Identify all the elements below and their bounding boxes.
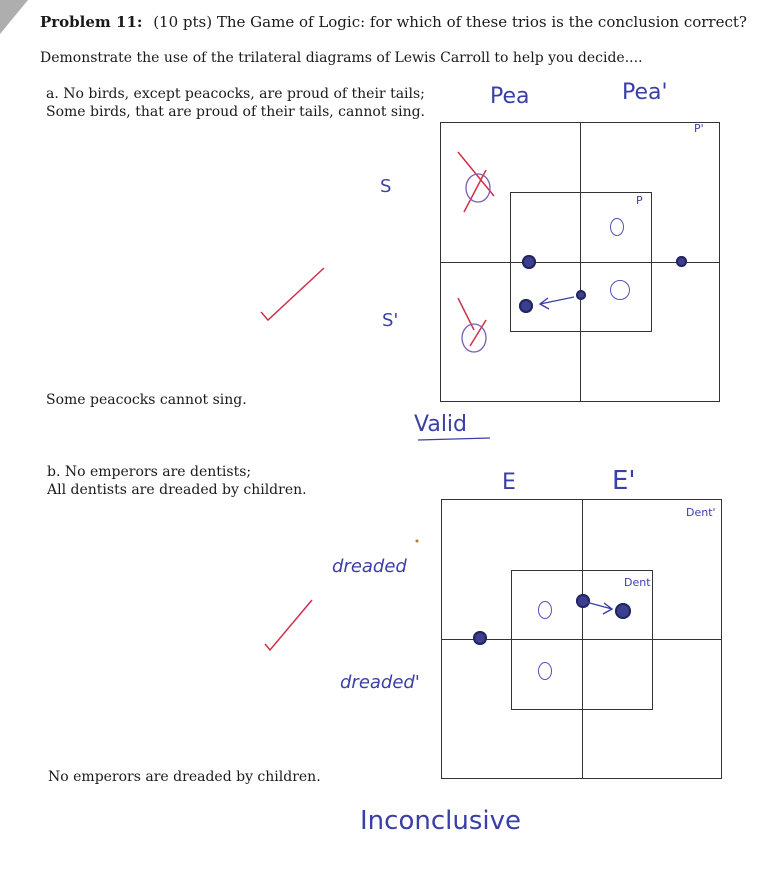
part-b-empty-mark [538,601,552,619]
part-a-conclusion: Some peacocks cannot sing. [46,392,247,408]
part-b-counter [615,603,631,619]
part-a-label-s: S [380,176,392,197]
part-a-premise-2: Some birds, that are proud of their tails, cannot sing. [46,104,425,120]
problem-heading [40,14,747,30]
part-b-premise-2: All dentists are dreaded by children. [47,482,307,498]
part-a-label-p-prime: P' [694,122,704,135]
instruction-text: Demonstrate the use of the trilateral diagrams of Lewis Carroll to help you decide.... [40,50,643,66]
check-icon [261,268,324,320]
part-a-empty-mark [610,218,624,236]
part-a-empty-mark [610,280,630,300]
page-corner-fold [0,0,28,34]
verdict-underline [418,438,490,440]
part-b-label-dreaded-prime: dreaded' [340,672,420,693]
part-b-label-e: E [502,470,516,495]
part-a-label-p: P [636,194,643,207]
ink-dot [416,540,419,543]
part-a-premise-1: a. No birds, except peacocks, are proud of their tails; [46,86,425,102]
part-a-label-pea-prime: Pea' [622,80,668,105]
part-b-label-dent: Dent [624,576,651,589]
part-b-verdict: Inconclusive [360,806,521,836]
part-b-label-e-prime: E' [612,466,636,496]
part-a-counter [519,299,533,313]
part-b-empty-mark [538,662,552,680]
part-b-counter [473,631,487,645]
part-b-label-dent-prime: Dent' [686,506,716,519]
part-b-premise-1: b. No emperors are dentists; [47,464,252,480]
check-icon [265,600,312,650]
part-a-label-pea: Pea [490,84,530,109]
part-a-counter [576,290,586,300]
part-a-counter [676,256,687,267]
part-a-verdict: Valid [414,412,468,437]
problem-text: (10 pts) The Game of Logic: for which of these trios is the conclusion correct? [153,13,747,31]
problem-label: Problem 11: [40,13,143,31]
part-a-label-s-prime: S' [382,310,399,331]
part-b-label-dreaded: dreaded [332,556,407,577]
part-b-inner-square [511,570,653,710]
part-b-conclusion: No emperors are dreaded by children. [48,769,321,785]
part-b-counter [576,594,590,608]
part-a-counter [522,255,536,269]
